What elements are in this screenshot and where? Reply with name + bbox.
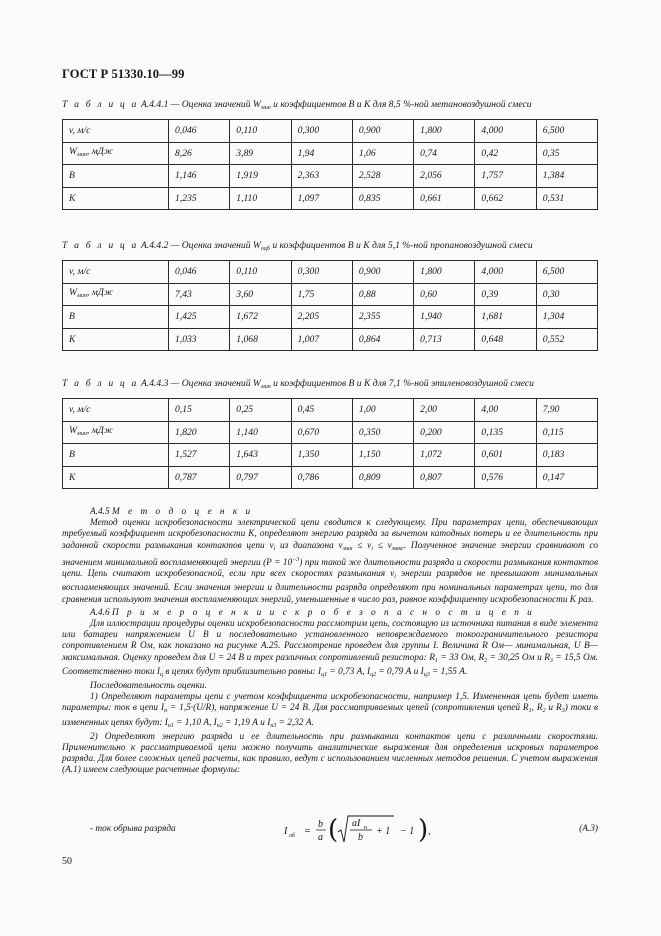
row-header: B (63, 306, 169, 329)
paragraph-sequence: Последовательность оценки. (90, 680, 207, 691)
table-cell: 1,425 (169, 306, 230, 329)
table-cell: 0,45 (291, 399, 352, 422)
table-row (63, 328, 598, 351)
table-row (63, 444, 598, 467)
table-caption-3: Т а б л и ц а А.4.4.3 — Оценка значений $W_{мин}$ и коэффициентов B и K для 7,1 %-ной этиленовоздушной смеси (62, 378, 534, 390)
paragraph-example: Для иллюстрации процедуры оценки искробезопасности рассмотрим цепь, состоящую из источника питания в виде элемента или батареи напряжением U В и последовательно установленного неповреждаемого токоограничительного резистора сопротивлением R Ом, как показано на рисунке А.25. Рассмотрение проведем для группы I. Величина R Ом— минимальная, U В— максимальная. Оценку проведем для U = 24 В и трех различных сопротивлений резистора: $R_1 = 33$ Ом, $R_2 = 30,25$ Ом и $R_3 = 15,5$ Ом. Соответственно токи $I_ц$ в цепях будут приблизительно равны: $I_{ц1} = 0,73$ А, $I_{ц2} = 0,79$ А и $I_{ц3} = 1,55$ А. (62, 618, 598, 678)
row-header: B (63, 444, 169, 467)
table-cell: 2,00 (414, 399, 475, 422)
table-caption-2: Т а б л и ц а А.4.4.2 — Оценка значений $W_{оцб}$ и коэффициентов B и K для 5,1 %-ной пропановоздушной смеси (62, 240, 533, 252)
table-cell: 0,300 (291, 261, 352, 284)
table-cell: 4,000 (475, 120, 536, 143)
table-cell: 1,919 (230, 165, 291, 188)
table-cell: 0,531 (536, 187, 597, 210)
data-table-propane (62, 260, 598, 351)
table-cell: 1,072 (414, 444, 475, 467)
table-cell: 1,350 (291, 444, 352, 467)
table-row (63, 421, 598, 444)
table-cell: 0,110 (230, 120, 291, 143)
svg-text:н: н (364, 825, 367, 831)
table-cell: 0,046 (169, 261, 230, 284)
formula-a3 (62, 812, 598, 848)
table-cell: 0,115 (536, 421, 597, 444)
table-cell: 0,42 (475, 142, 536, 165)
table-cell: 0,60 (414, 283, 475, 306)
table-cell: 0,25 (230, 399, 291, 422)
svg-text:=: = (304, 826, 311, 837)
table-row (63, 466, 598, 489)
table-cell: 0,809 (352, 466, 413, 489)
table-cell: 0,807 (414, 466, 475, 489)
data-table-ethylene (62, 398, 598, 489)
table-cell: 0,670 (291, 421, 352, 444)
table-cell: 2,355 (352, 306, 413, 329)
table-cell: 0,183 (536, 444, 597, 467)
svg-text:,: , (428, 826, 431, 837)
table-cell: 6,500 (536, 261, 597, 284)
table-cell: 1,097 (291, 187, 352, 210)
table-cell: 1,940 (414, 306, 475, 329)
paragraph-step-2: 2) Определяют энергию разряда и ее длительность при размыкании контактов цепи с различными скоростями. Применительно к рассматриваемой цепи можно получить аналитические выражения для определения искровых параметров разряда. Для более сложных цепей расчеты, как правило, ведут с использованием численных методов решения. С учетом выражения (А.1) имеем следующие расчетные формулы: (62, 731, 598, 776)
table-row (63, 283, 598, 306)
table-cell: 0,900 (352, 120, 413, 143)
section-heading-446: А.4.6 П р и м е р о ц е н к и и с к р о б е з о п а с н о с т и ц е п и (90, 607, 535, 618)
svg-text:+ 1: + 1 (376, 826, 391, 837)
row-header: B (63, 165, 169, 188)
data-table-methane (62, 119, 598, 210)
table-cell: 2,056 (414, 165, 475, 188)
svg-text:aI: aI (352, 818, 361, 829)
table-row (63, 399, 598, 422)
table-cell: 2,363 (291, 165, 352, 188)
table-cell: 1,681 (475, 306, 536, 329)
table-caption-1: Т а б л и ц а А.4.4.1 — Оценка значений $W_{мин}$ и коэффициентов B и K для 8,5 %-ной метановоздушной смеси (62, 99, 532, 111)
table-cell: 0,110 (230, 261, 291, 284)
body-text (62, 505, 598, 777)
table-cell: 0,135 (475, 421, 536, 444)
table-cell: 0,786 (291, 466, 352, 489)
paragraph-method: Метод оценки искробезопасности электрической цепи сводится к следующему. При параметрах цепи, обеспечивающих требуемый коэффициент искробезопасности K, определяют энергию разряда за вычетом катодных потерь и ее длительность при заданной скорости размыкания контактов цепи $v_i$ из диапазона $v_{мин} \le v_i \le v_{макс}$. Полученное значение энергии сравнивают со значением минимальной воспламеняющей энергии $(P = 10^{-3})$ при такой же длительности разряда и скорости размыкания контактов цепи. Цепь считают искробезопасной, если при всех скоростях размыкания $v_i$ энергии разрядов не превышают минимальных воспламеняющих значений. Если значения энергии и длительности разряда определяют при номинальных параметрах цепи, то для сравнения используют значения воспламеняющих энергий, уменьшенные в число раз, равное коэффициенту искробезопасности K раз. (62, 518, 598, 605)
table-cell: 0,787 (169, 466, 230, 489)
table-cell: 1,757 (475, 165, 536, 188)
table-cell: 0,552 (536, 328, 597, 351)
table-row (63, 165, 598, 188)
table-cell: 1,235 (169, 187, 230, 210)
section-heading-445: А.4.5 М е т о д о ц е н к и (90, 507, 254, 517)
svg-text:b: b (318, 819, 323, 830)
table-cell: 1,007 (291, 328, 352, 351)
table-row (63, 142, 598, 165)
table-cell: 2,205 (291, 306, 352, 329)
table-cell: 0,662 (475, 187, 536, 210)
table-cell: 6,500 (536, 120, 597, 143)
table-cell: 2,528 (352, 165, 413, 188)
table-cell: 0,15 (169, 399, 230, 422)
svg-text:a: a (318, 832, 323, 843)
table-cell: 1,00 (352, 399, 413, 422)
table-cell: 1,140 (230, 421, 291, 444)
table-cell: 1,800 (414, 120, 475, 143)
table-cell: 0,713 (414, 328, 475, 351)
svg-text:(: ( (328, 815, 339, 845)
table-cell: 1,110 (230, 187, 291, 210)
table-cell: 1,384 (536, 165, 597, 188)
table-cell: 0,147 (536, 466, 597, 489)
table-cell: 3,89 (230, 142, 291, 165)
row-header: K (63, 328, 169, 351)
svg-text:b: b (358, 832, 363, 843)
svg-text:I: I (284, 826, 288, 837)
table-cell: 0,661 (414, 187, 475, 210)
paragraph-step-1: 1) Определяют параметры цепи с учетом коэффициента искробезопасности, например 1,5. Измененная цепь будет иметь параметры: ток в цепи $I_н = 1,5\cdot(U/R)$, напряжение U = 24 В. Для рассматриваемых цепей (сопротивления цепей $R_1$, $R_2$ и $R_3$) токи в измененных цепях будут: $I_{н1} = 1,10$ А, $I_{н2} = 1,19$ А и $I_{н3} = 2,32$ А. (62, 692, 599, 729)
row-header: K (63, 187, 169, 210)
document-header: ГОСТ Р 51330.10—99 (62, 67, 185, 81)
svg-text:− 1: − 1 (400, 826, 415, 837)
table-cell: 3,60 (230, 283, 291, 306)
table-cell: 1,06 (352, 142, 413, 165)
table-cell: 0,864 (352, 328, 413, 351)
svg-text:): ) (418, 815, 429, 845)
table-cell: 4,00 (475, 399, 536, 422)
table-row (63, 187, 598, 210)
table-cell: 1,672 (230, 306, 291, 329)
row-header: $W_{мин}$, мДж (63, 421, 169, 444)
table-cell: 0,797 (230, 466, 291, 489)
formula-expression (284, 812, 484, 848)
table-cell: 0,30 (536, 283, 597, 306)
table-cell: 1,94 (291, 142, 352, 165)
row-header: K (63, 466, 169, 489)
table-cell: 7,90 (536, 399, 597, 422)
table-cell: 4,000 (475, 261, 536, 284)
table-cell: 0,74 (414, 142, 475, 165)
page-number: 50 (62, 856, 72, 867)
row-header: $W_{мин}$, мДж (63, 283, 169, 306)
svg-text:об: об (289, 833, 295, 839)
table-cell: 0,88 (352, 283, 413, 306)
table-cell: 1,643 (230, 444, 291, 467)
table-cell: 0,200 (414, 421, 475, 444)
table-cell: 1,304 (536, 306, 597, 329)
row-header: v, м/с (63, 261, 169, 284)
table-cell: 0,576 (475, 466, 536, 489)
table-cell: 1,068 (230, 328, 291, 351)
table-cell: 0,046 (169, 120, 230, 143)
table-cell: 1,033 (169, 328, 230, 351)
table-cell: 0,601 (475, 444, 536, 467)
table-cell: 0,300 (291, 120, 352, 143)
table-cell: 1,75 (291, 283, 352, 306)
row-header: v, м/с (63, 399, 169, 422)
table-cell: 1,527 (169, 444, 230, 467)
table-cell: 1,800 (414, 261, 475, 284)
table-cell: 0,35 (536, 142, 597, 165)
table-cell: 1,820 (169, 421, 230, 444)
table-cell: 0,835 (352, 187, 413, 210)
row-header: $W_{мин}$, мДж (63, 142, 169, 165)
row-header: v, м/с (63, 120, 169, 143)
formula-label: - ток обрыва разряда (90, 824, 176, 834)
table-cell: 0,648 (475, 328, 536, 351)
table-cell: 7,43 (169, 283, 230, 306)
table-cell: 1,146 (169, 165, 230, 188)
table-row (63, 306, 598, 329)
table-cell: 0,350 (352, 421, 413, 444)
table-cell: 8,26 (169, 142, 230, 165)
formula-number: (А.3) (579, 824, 598, 834)
table-cell: 1,150 (352, 444, 413, 467)
table-cell: 0,900 (352, 261, 413, 284)
table-row (63, 120, 598, 143)
table-cell: 0,39 (475, 283, 536, 306)
table-row (63, 261, 598, 284)
